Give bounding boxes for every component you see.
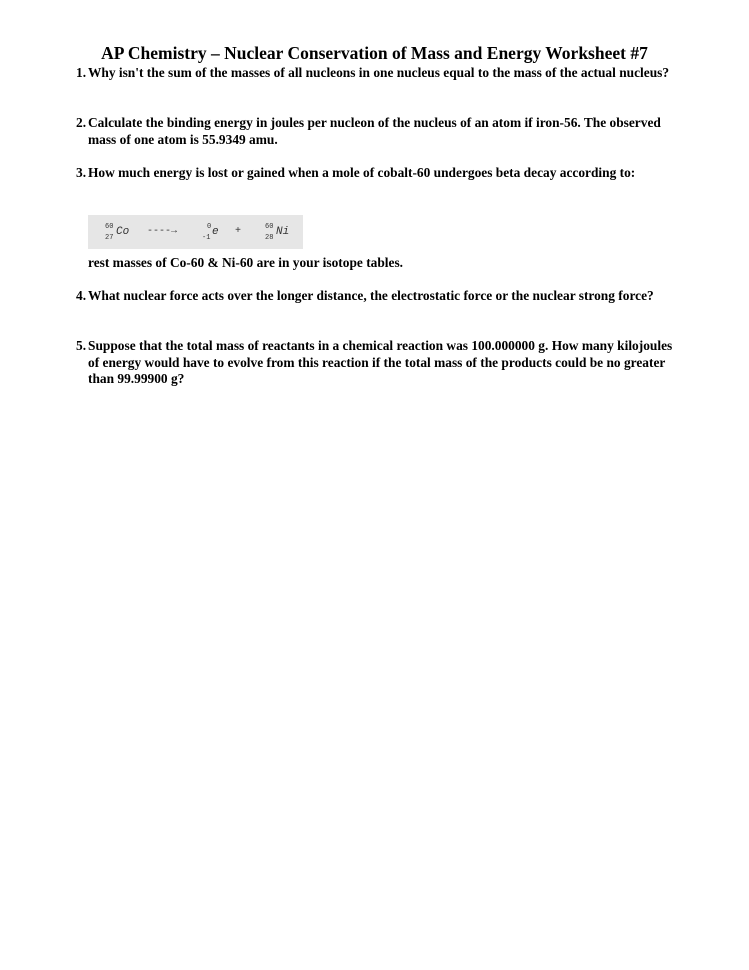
question-text: Why isn't the sum of the masses of all nucleons in one nucleus equal to the mass of the actual nucleus? [88,65,670,80]
question-text: How much energy is lost or gained when a mole of cobalt-60 undergoes beta decay according to: [88,165,636,180]
question-number: 1. [76,65,87,80]
question-text: Suppose that the total mass of reactants in a chemical reaction was 100.000000 g. How many kilojoules of energy would have to evolve from this reaction if the total mass of the products could be no greater than 99.99900 g? [88,338,673,386]
question-text: Calculate the binding energy in joules per nucleon of the nucleus of an atom if iron-56. The observed mass of one atom is 55.9349 amu. [88,115,661,147]
question-5 [76,338,676,388]
question-text: What nuclear force acts over the longer distance, the electrostatic force or the nuclear strong force? [88,288,654,303]
question-number: 4. [76,288,87,303]
question-4 [76,288,676,305]
electron-mass-number: 0 [207,223,212,231]
reaction-arrow: ----→ [147,226,178,237]
equation-note: rest masses of Co-60 & Ni-60 are in your isotope tables. [88,255,404,270]
electron-symbol: e [212,226,219,238]
page-title: AP Chemistry – Nuclear Conservation of Mass and Energy Worksheet #7 [101,43,648,63]
ni-atomic-number: 28 [265,234,274,242]
co-atomic-number: 27 [105,234,114,242]
question-1 [76,65,676,82]
beta-decay-equation [88,215,303,249]
question-number: 5. [76,338,87,353]
question-number: 2. [76,115,87,130]
ni-symbol: Ni [276,226,290,238]
question-number: 3. [76,165,87,180]
electron-charge-number: -1 [202,234,211,242]
question-2 [76,115,676,148]
plus-sign: + [235,226,242,237]
co-symbol: Co [116,226,130,238]
ni-mass-number: 60 [265,223,274,231]
question-3 [76,165,676,182]
co-mass-number: 60 [105,223,114,231]
